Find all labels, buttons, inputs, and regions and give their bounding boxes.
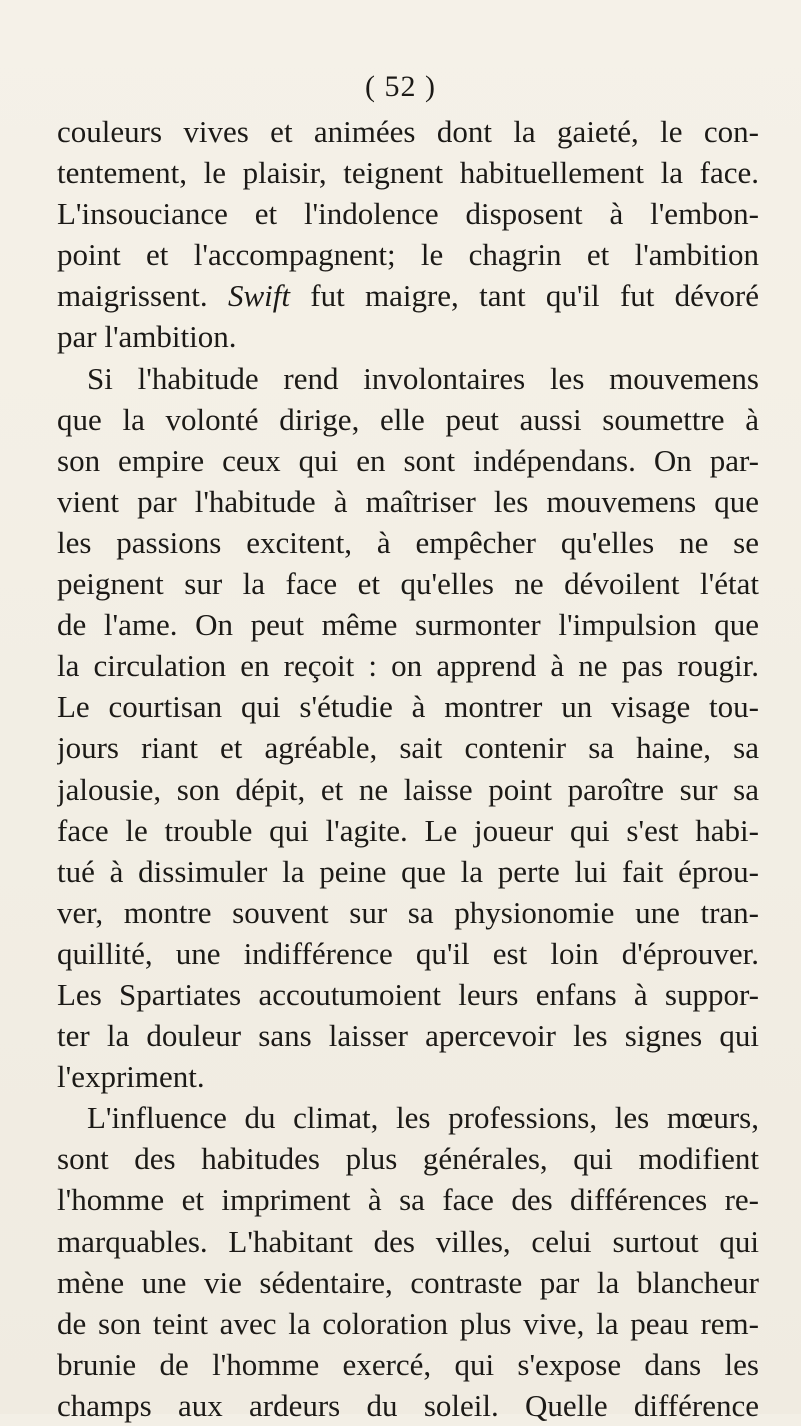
- text-segment: maigrissent.: [57, 278, 228, 314]
- paragraph-start: Si l'habitude rend involontaires les mouvemens: [87, 360, 759, 396]
- text-line: vient par l'habitude à maîtriser les mouvemens que: [57, 483, 759, 519]
- text-line: sont des habitudes plus générales, qui modifient: [57, 1141, 759, 1177]
- text-line: la circulation en reçoit : on apprend à ne pas rougir.: [57, 648, 759, 684]
- text-line-with-italic: [57, 275, 759, 316]
- text-line: que la volonté dirige, elle peut aussi soumettre à: [57, 401, 759, 437]
- text-line: Le courtisan qui s'étudie à montrer un visage tou-: [57, 689, 759, 725]
- text-line: quillité, une indifférence qu'il est loin d'éprouver.: [57, 935, 759, 971]
- text-line: point et l'accompagnent; le chagrin et l'ambition: [57, 237, 759, 273]
- text-line: tué à dissimuler la peine que la perte lui fait éprou-: [57, 853, 759, 889]
- text-segment: fut maigre, tant qu'il fut dévoré: [289, 278, 759, 314]
- italic-name-swift: Swift: [227, 278, 290, 314]
- paragraph-start: L'influence du climat, les professions, les mœurs,: [87, 1100, 759, 1136]
- text-line: champs aux ardeurs du soleil. Quelle différence: [57, 1387, 759, 1423]
- text-line: Les Spartiates accoutumoient leurs enfans à suppor-: [57, 976, 759, 1012]
- text-line: jours riant et agréable, sait contenir sa haine, sa: [57, 730, 759, 766]
- text-line: les passions excitent, à empêcher qu'elles ne se: [57, 524, 759, 560]
- text-line: l'homme et impriment à sa face des différences re-: [57, 1182, 759, 1218]
- text-line: ver, montre souvent sur sa physionomie une tran-: [57, 894, 759, 930]
- text-line: L'insouciance et l'indolence disposent à l'embon-: [57, 196, 759, 232]
- text-line: ter la douleur sans laisser apercevoir les signes qui: [57, 1018, 759, 1054]
- text-line: marquables. L'habitant des villes, celui surtout qui: [57, 1223, 759, 1259]
- text-line: tentement, le plaisir, teignent habituellement la face.: [57, 155, 759, 191]
- text-line: jalousie, son dépit, et ne laisse point paroître sur sa: [57, 771, 759, 807]
- text-line: de son teint avec la coloration plus vive, la peau rem-: [57, 1305, 759, 1341]
- text-line: l'expriment.: [57, 1059, 205, 1095]
- text-line: brunie de l'homme exercé, qui s'expose dans les: [57, 1346, 759, 1382]
- text-line: couleurs vives et animées dont la gaieté, le con-: [57, 114, 759, 149]
- text-line: mène une vie sédentaire, contraste par la blancheur: [57, 1264, 759, 1300]
- text-line: peignent sur la face et qu'elles ne dévoilent l'état: [57, 566, 759, 602]
- text-line: de l'ame. On peut même surmonter l'impulsion que: [57, 607, 759, 643]
- text-line: face le trouble qui l'agite. Le joueur qui s'est habi-: [57, 812, 759, 848]
- text-line: par l'ambition.: [57, 319, 237, 355]
- text-line: son empire ceux qui en sont indépendans. On par-: [57, 442, 759, 478]
- body-text: [57, 111, 759, 1426]
- page-number: ( 52 ): [365, 70, 436, 103]
